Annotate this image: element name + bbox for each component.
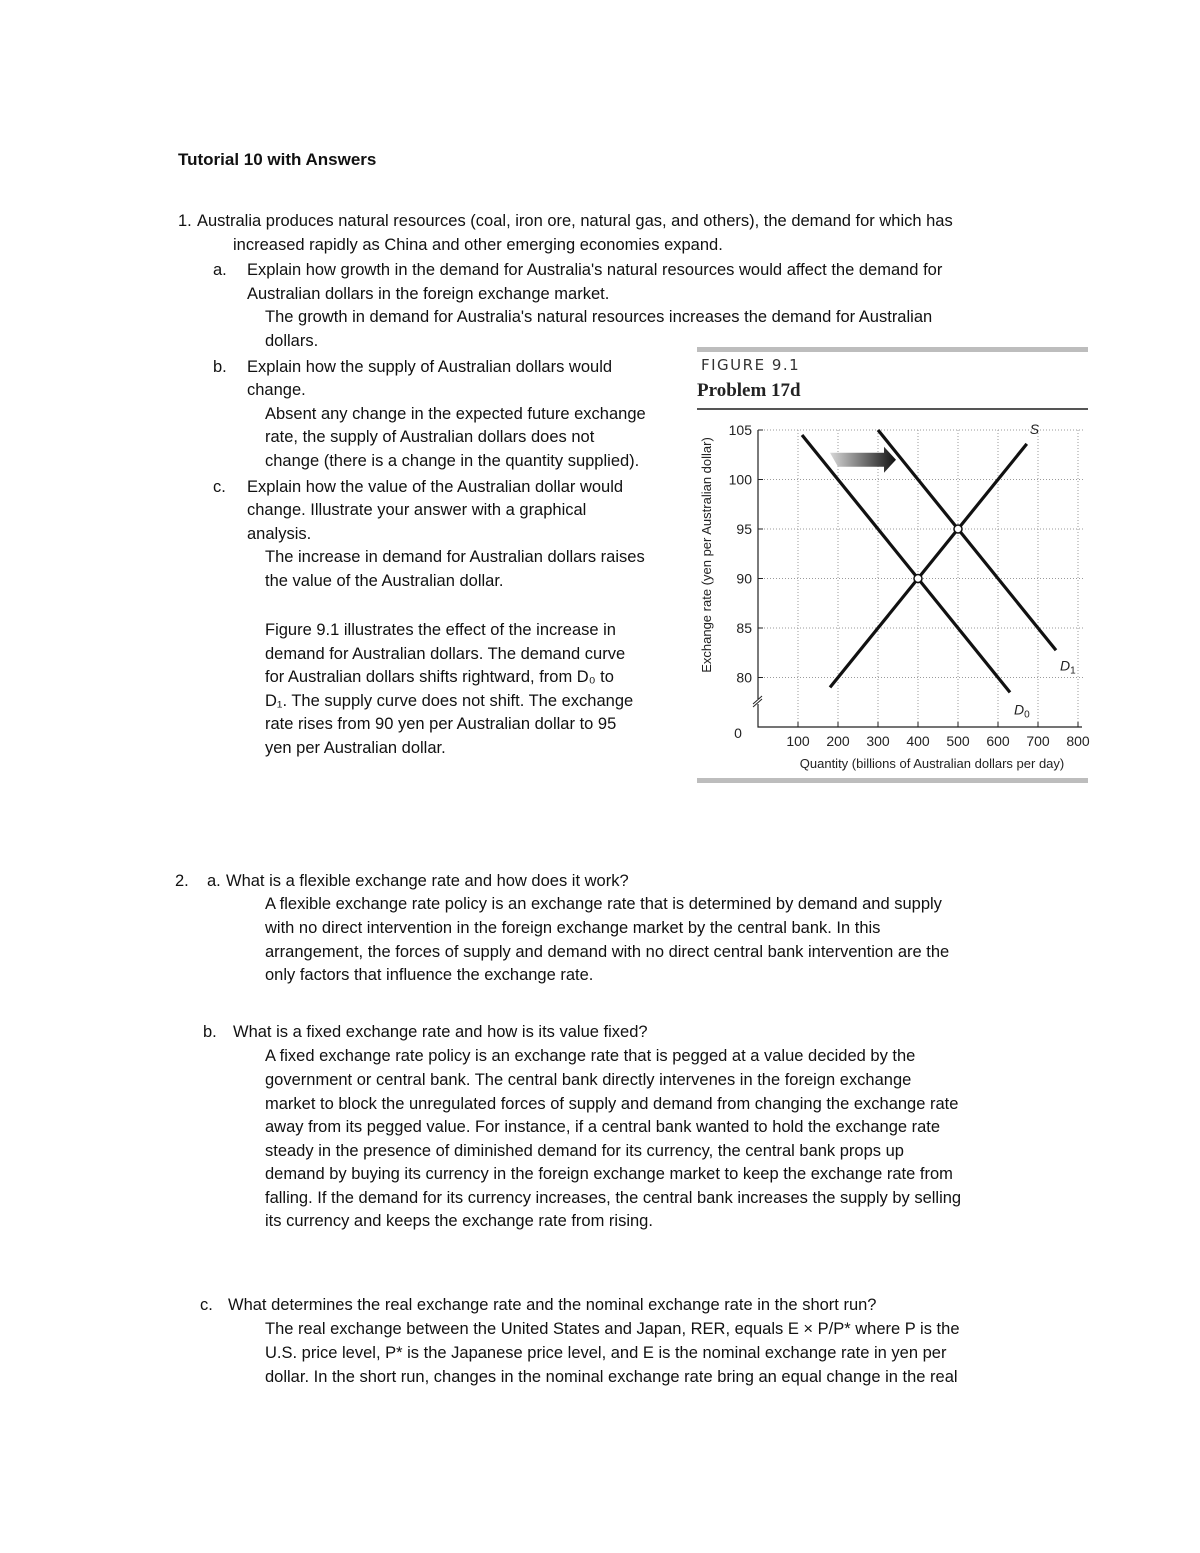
y-tick-label: 90 bbox=[736, 570, 752, 587]
q1a-question: Australian dollars in the foreign exchange market. bbox=[247, 285, 610, 303]
q2a-answer: only factors that influence the exchange rate. bbox=[265, 966, 594, 984]
q2b-question: What is a fixed exchange rate and how is its value fixed? bbox=[233, 1023, 648, 1041]
y-tick-label: 85 bbox=[736, 620, 752, 636]
q1a-label: a. bbox=[213, 261, 227, 279]
q2b-answer: steady in the presence of diminished demand for its currency, the central bank props up bbox=[265, 1142, 904, 1160]
curve-d1 bbox=[878, 430, 1056, 650]
y-tick-label: 105 bbox=[728, 422, 752, 438]
arrow-right-icon bbox=[830, 447, 896, 473]
q2b-answer: A fixed exchange rate policy is an exchange rate that is pegged at a value decided by the bbox=[265, 1047, 916, 1065]
curve-d0 bbox=[802, 435, 1010, 692]
curve-labels bbox=[1014, 421, 1076, 720]
x-axis-label: Quantity (billions of Australian dollars per day) bbox=[799, 756, 1065, 771]
x-tick-label: 100 bbox=[786, 733, 810, 749]
figure-bottom-band bbox=[697, 778, 1088, 783]
q1c-answer: The increase in demand for Australian dollars raises bbox=[265, 548, 645, 566]
q1-text: Australia produces natural resources (coal, iron ore, natural gas, and others), the demand for which has bbox=[197, 212, 953, 230]
figure-9-1-chart bbox=[695, 345, 1095, 785]
x-tick-label: 300 bbox=[866, 733, 890, 749]
q1c-figure-explanation: demand for Australian dollars. The demand curve bbox=[265, 645, 626, 663]
x-tick-label: 200 bbox=[826, 733, 850, 749]
q1a-answer: The growth in demand for Australia's natural resources increases the demand for Australian bbox=[265, 308, 933, 326]
q1c-figure-explanation: yen per Australian dollar. bbox=[265, 739, 446, 757]
curve-label-d0 bbox=[1014, 701, 1030, 720]
equilibrium-point bbox=[914, 575, 922, 583]
curve-label-subscript: 0 bbox=[1024, 709, 1030, 721]
q2c-answer: dollar. In the short run, changes in the nominal exchange rate bring an equal change in the real bbox=[265, 1368, 958, 1386]
x-tick-label: 500 bbox=[946, 733, 970, 749]
q1c-question: analysis. bbox=[247, 525, 312, 543]
figure-title: Problem 17d bbox=[697, 380, 801, 401]
curve-s bbox=[830, 444, 1027, 688]
curve-label-subscript: 1 bbox=[1070, 665, 1076, 677]
origin-label: 0 bbox=[734, 725, 742, 741]
q1b-question: Explain how the supply of Australian dollars would bbox=[247, 358, 613, 376]
x-tick-label: 600 bbox=[986, 733, 1010, 749]
equilibrium-point bbox=[954, 525, 962, 533]
y-tick-label: 100 bbox=[728, 471, 752, 488]
page-title: Tutorial 10 with Answers bbox=[178, 150, 377, 169]
q1b-answer: change (there is a change in the quantity supplied). bbox=[265, 452, 640, 470]
q1c-answer: the value of the Australian dollar. bbox=[265, 572, 504, 590]
y-tick-label: 95 bbox=[736, 521, 752, 537]
q1c-label: c. bbox=[213, 478, 226, 496]
q1c-figure-explanation: rate rises from 90 yen per Australian dollar to 95 bbox=[265, 715, 617, 733]
q2a-answer: arrangement, the forces of supply and demand with no direct central bank intervention are the bbox=[265, 943, 950, 961]
curve-label-letter: S bbox=[1029, 420, 1040, 437]
q2c-answer: The real exchange between the United States and Japan, RER, equals E × P/P* where P is the bbox=[265, 1320, 960, 1338]
figure-label: FIGURE 9.1 bbox=[701, 356, 801, 374]
q2a-question: What is a flexible exchange rate and how does it work? bbox=[226, 872, 629, 890]
curve-label-letter: D bbox=[1014, 701, 1025, 718]
q1c-figure-explanation: D₁. The supply curve does not shift. The exchange bbox=[265, 692, 634, 710]
y-tick-label: 80 bbox=[736, 669, 752, 686]
demand-shift-arrow bbox=[830, 447, 896, 473]
x-tick-label: 400 bbox=[906, 733, 930, 749]
q1b-answer: rate, the supply of Australian dollars does not bbox=[265, 428, 595, 446]
curve-label-d1 bbox=[1060, 657, 1076, 676]
q2b-answer: its currency and keeps the exchange rate from rising. bbox=[265, 1212, 653, 1230]
q2b-answer: falling. If the demand for its currency increases, the central bank increases the supply by selling bbox=[265, 1189, 962, 1207]
q1a-question: Explain how growth in the demand for Australia's natural resources would affect the demand for bbox=[247, 261, 943, 279]
q2b-answer: market to block the unregulated forces of supply and demand from changing the exchange rate bbox=[265, 1095, 959, 1113]
curves bbox=[802, 430, 1056, 692]
x-tick-label: 700 bbox=[1026, 733, 1050, 749]
q2a-answer: A flexible exchange rate policy is an exchange rate that is determined by demand and supply bbox=[265, 895, 942, 913]
q2b-answer: away from its pegged value. For instance, if a central bank wanted to hold the exchange rate bbox=[265, 1118, 941, 1136]
x-tick-label: 800 bbox=[1066, 733, 1090, 749]
q1c-question: Explain how the value of the Australian dollar would bbox=[247, 478, 624, 496]
q1c-figure-explanation: Figure 9.1 illustrates the effect of the increase in bbox=[265, 621, 616, 639]
curve-label-letter: D bbox=[1060, 657, 1071, 674]
q2a-label: a. bbox=[207, 872, 221, 890]
y-axis-label: Exchange rate (yen per Australian dollar) bbox=[699, 437, 714, 673]
q1b-question: change. bbox=[247, 381, 306, 399]
q2c-question: What determines the real exchange rate and the nominal exchange rate in the short run? bbox=[228, 1296, 877, 1314]
q2a-answer: with no direct intervention in the foreign exchange market by the central bank. In this bbox=[265, 919, 881, 937]
q1a-answer: dollars. bbox=[265, 332, 319, 350]
figure-top-band bbox=[697, 347, 1088, 352]
q2c-label: c. bbox=[200, 1296, 213, 1314]
q1b-answer: Absent any change in the expected future exchange bbox=[265, 405, 646, 423]
q2-number: 2. bbox=[175, 872, 189, 890]
q1-text: increased rapidly as China and other emerging economies expand. bbox=[233, 236, 723, 254]
q2c-answer: U.S. price level, P* is the Japanese price level, and E is the nominal exchange rate in yen per bbox=[265, 1344, 947, 1362]
q1c-figure-explanation: for Australian dollars shifts rightward, from D₀ to bbox=[265, 668, 614, 686]
q1b-label: b. bbox=[213, 358, 227, 376]
q2b-label: b. bbox=[203, 1023, 217, 1041]
curve-label-s bbox=[1030, 421, 1040, 437]
q1c-question: change. Illustrate your answer with a graphical bbox=[247, 501, 587, 519]
q1-number: 1. bbox=[178, 212, 192, 230]
q2b-answer: demand by buying its currency in the foreign exchange market to keep the exchange rate from bbox=[265, 1165, 953, 1183]
figure-title-rule bbox=[697, 408, 1088, 410]
q2b-answer: government or central bank. The central bank directly intervenes in the foreign exchange bbox=[265, 1071, 912, 1089]
